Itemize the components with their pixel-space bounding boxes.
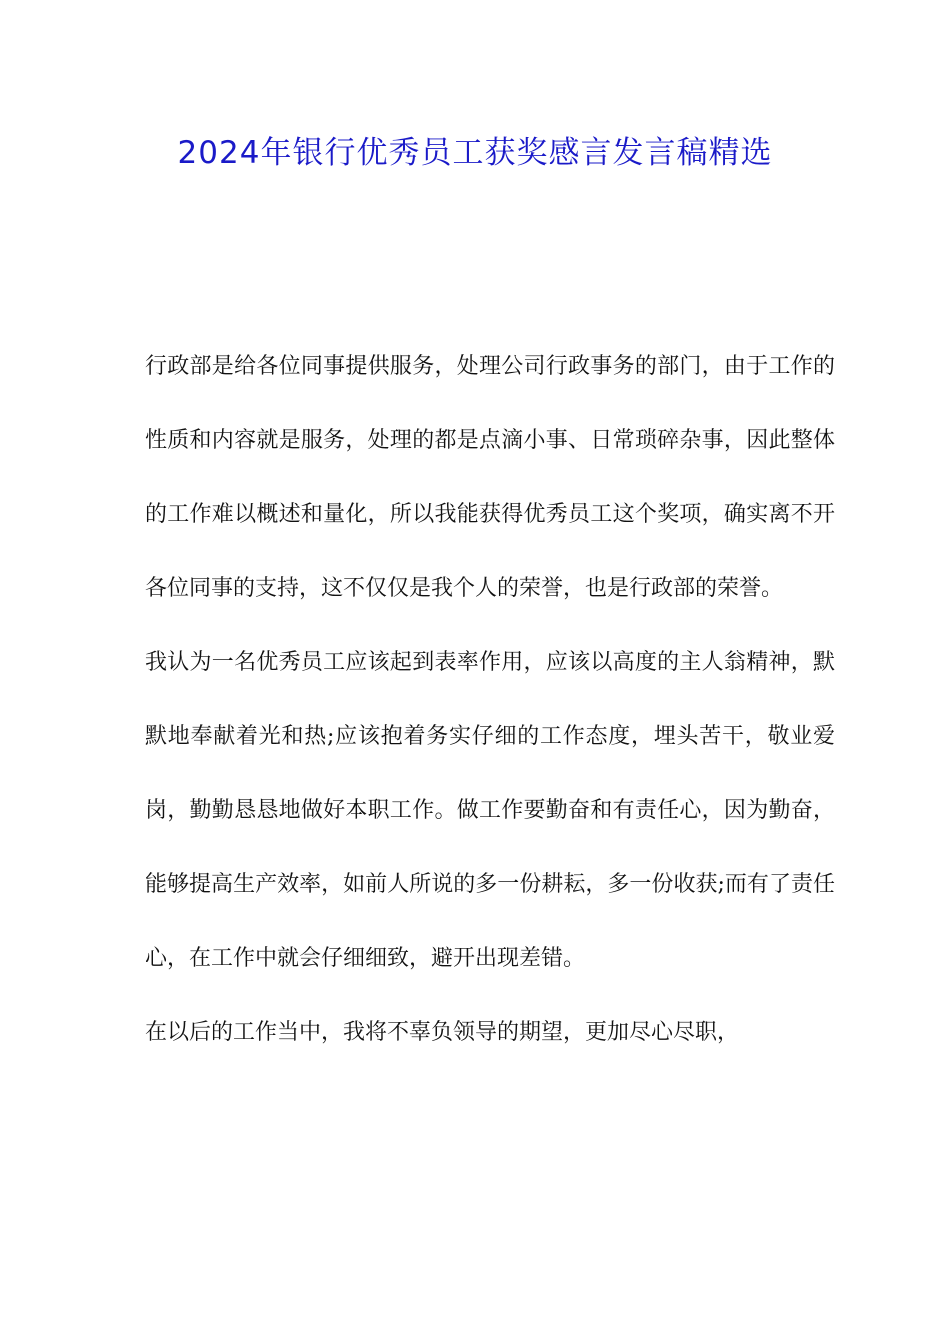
document-title: 2024年银行优秀员工获奖感言发言稿精选 (177, 135, 773, 171)
document-body (145, 330, 835, 1070)
paragraph-1: 行政部是给各位同事提供服务，处理公司行政事务的部门，由于工作的性质和内容就是服务，处理的都是点滴小事、日常琐碎杂事，因此整体的工作难以概述和量化，所以我能获得优秀员工这个奖项，确实离不开各位同事的支持，这不仅仅是我个人的荣誉，也是行政部的荣誉。 (145, 354, 835, 601)
paragraph-3: 在以后的工作当中，我将不辜负领导的期望，更加尽心尽职， (145, 1020, 740, 1045)
paragraph-2: 我认为一名优秀员工应该起到表率作用，应该以高度的主人翁精神，默默地奉献着光和热;应该抱着务实仔细的工作态度，埋头苦干，敬业爱岗，勤勤恳恳地做好本职工作。做工作要勤奋和有责任心，因为勤奋，能够提高生产效率，如前人所说的多一份耕耘，多一份收获;而有了责任心，在工作中就会仔细细致，避开出现差错。 (145, 650, 835, 971)
